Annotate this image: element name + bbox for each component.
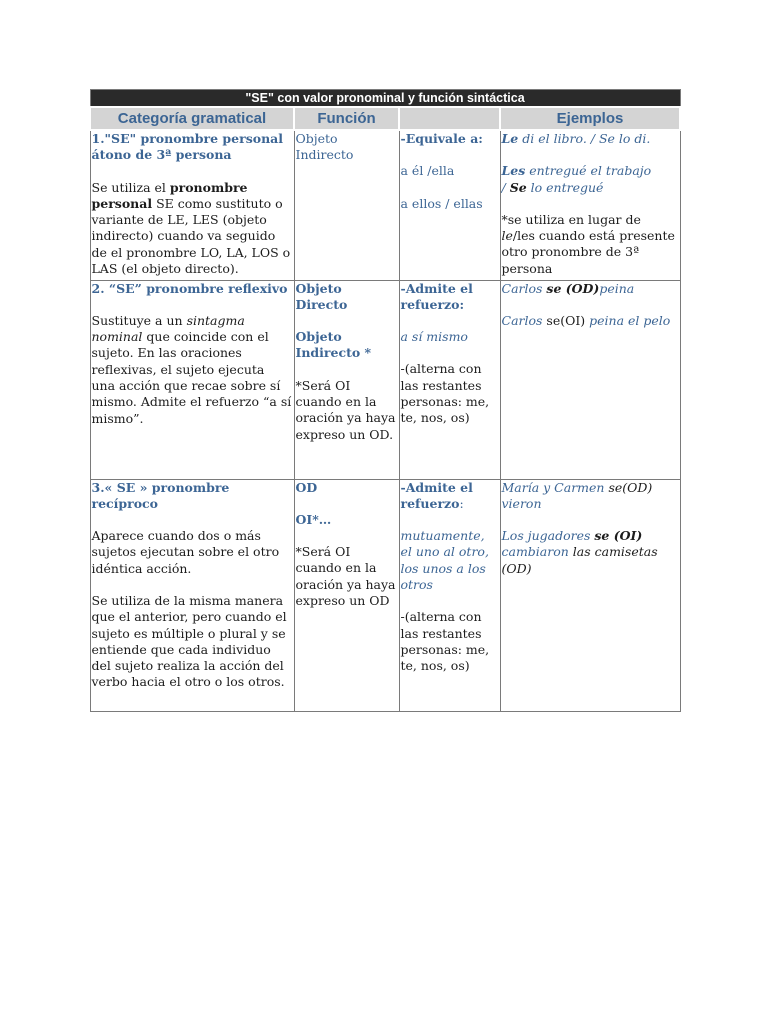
refuerzo-cell — [399, 130, 500, 280]
header-empty — [399, 107, 500, 130]
text-span-bold: se (OI) — [594, 528, 643, 544]
funcion-note: *Será OI cuando en la oración ya haya expreso un OD. — [295, 377, 396, 442]
table-row — [90, 479, 680, 711]
text-span: / — [501, 179, 510, 195]
text-span: Carlos — [501, 312, 547, 328]
text-span: /les cuando está presente otro pronombre de 3ª persona — [501, 228, 675, 276]
text-span: Carlos — [501, 280, 547, 296]
table-title: "SE" con valor pronominal y función sintáctica — [90, 90, 680, 108]
text-span-bold: se (OD) — [546, 280, 600, 296]
refuerzo-text: a él /ella — [400, 163, 455, 179]
example-text — [502, 281, 678, 297]
text-span: Sustituye a un — [91, 312, 187, 328]
header-ejemplos: Ejemplos — [500, 107, 680, 130]
text-span: se(OI) — [546, 312, 586, 328]
header-funcion: Función — [294, 107, 399, 130]
text-span-italic: sintagma nominal — [91, 312, 245, 345]
funcion-label: Objeto Indirecto * — [295, 329, 372, 361]
text-span: entregué el trabajo — [525, 163, 652, 179]
text-span: cambiaron — [501, 544, 569, 560]
refuerzo-label: -Admite el refuerzo: — [400, 280, 473, 312]
ejemplos-cell — [500, 280, 680, 479]
refuerzo-text: a ellos / ellas — [400, 195, 483, 211]
funcion-label: OI*… — [295, 511, 332, 527]
refuerzo-text: mutuamente, el uno al otro, los unos a los otros — [400, 528, 489, 592]
text-span: las camisetas (OD) — [501, 544, 658, 576]
funcion-note: *Será OI cuando en la oración ya haya expreso un OD — [295, 544, 396, 608]
refuerzo-note: -(alterna con las restantes personas: me, te, nos, os) — [400, 361, 490, 426]
ejemplos-cell — [500, 479, 680, 711]
text-span-bold: Se — [509, 179, 527, 195]
categoria-cell — [90, 479, 294, 711]
category-description — [92, 313, 292, 427]
category-title: 1."SE" pronombre personal átono de 3ª persona — [91, 131, 284, 163]
refuerzo-label: -Equivale a: — [400, 131, 483, 146]
text-span: se(OD) — [608, 479, 653, 495]
text-span-bold: Les — [501, 163, 526, 179]
funcion-label: Objeto Indirecto — [295, 131, 354, 163]
text-span-bold: -Admite el refuerzo — [400, 479, 473, 511]
funcion-cell — [294, 130, 399, 280]
example-text — [502, 163, 678, 196]
funcion-label: Objeto Directo — [295, 280, 348, 312]
categoria-cell — [90, 280, 294, 479]
category-title: 2. “SE” pronombre reflexivo — [91, 280, 288, 296]
funcion-cell — [294, 479, 399, 711]
example-text — [502, 131, 678, 147]
text-span: peina el pelo — [585, 312, 671, 328]
example-note — [502, 212, 678, 277]
text-span: lo entregué — [526, 179, 604, 195]
refuerzo-label — [401, 480, 498, 513]
example-text — [502, 528, 678, 577]
refuerzo-cell — [399, 280, 500, 479]
text-span-bold: Le — [501, 131, 519, 146]
refuerzo-cell — [399, 479, 500, 711]
header-categoria: Categoría gramatical — [90, 107, 294, 130]
text-span: que coincide con el sujeto. En las oraciones reflexivas, el sujeto ejecuta una acción que recae sobre sí mismo. Admite el refuerzo “a sí mismo”. — [91, 329, 292, 426]
table-row — [90, 280, 680, 479]
text-span: *se utiliza en lugar de — [501, 211, 641, 227]
text-span: : — [459, 495, 464, 511]
funcion-cell — [294, 280, 399, 479]
refuerzo-note: -(alterna con las restantes personas: me, te, nos, os) — [400, 609, 490, 674]
categoria-cell — [90, 130, 294, 280]
text-span: peina — [599, 280, 635, 296]
category-description: Se utiliza de la misma manera que el anterior, pero cuando el sujeto es múltiple o plural y se entiende que cada individuo del sujeto realiza la acción del verbo hacia el otro o los otros. — [91, 592, 287, 690]
text-span-italic: le — [501, 228, 513, 244]
category-title: 3.« SE » pronombre recíproco — [91, 479, 230, 511]
se-pronominal-table — [89, 89, 681, 712]
text-span: vieron — [501, 495, 542, 511]
text-span: SE como sustituto o variante de LE, LES (objeto indirecto) cuando va seguido de el pronombre LO, LA, LOS o LAS (el objeto directo). — [91, 195, 291, 277]
text-span: Se utiliza el — [91, 179, 170, 195]
table-row — [90, 130, 680, 280]
refuerzo-text: a sí mismo — [400, 329, 468, 345]
text-span: Los jugadores — [501, 528, 595, 544]
category-description: Aparece cuando dos o más sujetos ejecutan sobre el otro idéntica acción. — [91, 528, 280, 576]
example-text — [502, 313, 678, 329]
ejemplos-cell — [500, 130, 680, 280]
text-span: María y Carmen — [501, 479, 609, 495]
category-description — [92, 180, 292, 278]
example-text — [502, 480, 678, 513]
funcion-label: OD — [295, 479, 318, 495]
text-span-bold: pronombre personal — [91, 179, 248, 211]
text-span: di el libro. / Se lo di. — [518, 131, 651, 146]
